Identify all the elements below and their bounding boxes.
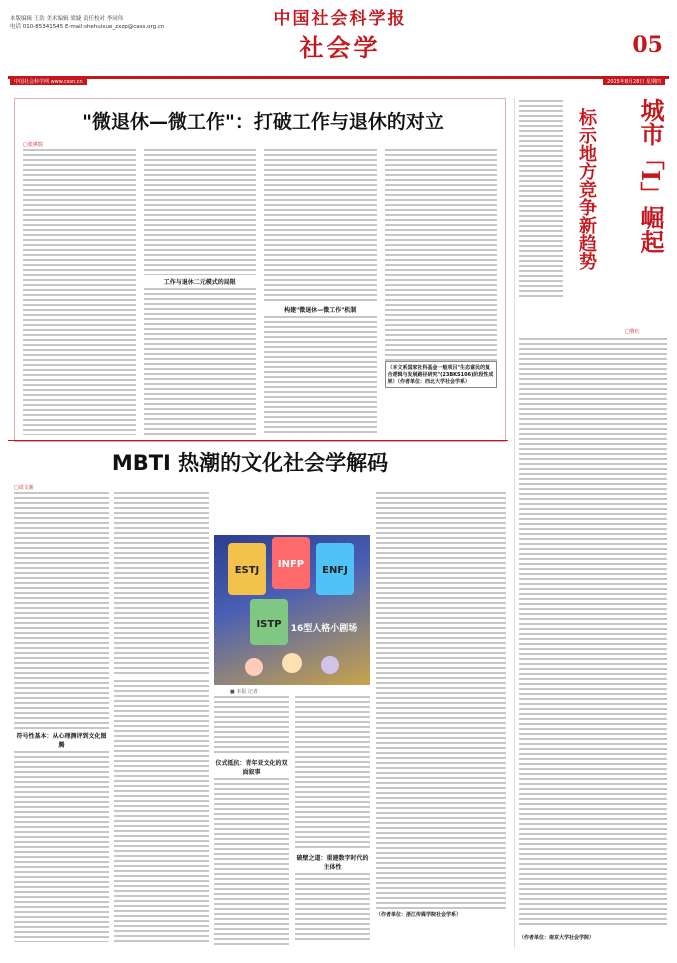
right-intro-text [519,100,563,300]
masthead [0,0,677,88]
article-micro-retirement [14,98,506,442]
section-title: 社会学 [299,33,381,62]
article2-column-4 [295,696,370,946]
article-column [385,149,498,435]
phone-line: 电话 010-85341545 E-mail:shehuixue_zxzp@cass.org.cn [10,24,165,30]
right-source: （作者单位：南京大学社会学院） [519,935,595,941]
article2-column-1 [14,492,109,947]
article-byline: □张祺瑞 [23,142,43,148]
article-columns [23,149,497,435]
article2-byline: □周文新 [14,485,34,491]
right-headline-sub: 标示地方竞争新趋势 [576,108,597,270]
url-line: 中国社会科学网 www.cssn.cn [10,78,87,85]
article-column [144,149,257,435]
article-subhead: 工作与退休二元模式的局限 [144,275,257,288]
header-rule [8,76,669,79]
article2-column-3 [214,696,289,946]
article2-column-2 [114,492,209,947]
page-number: 05 [632,32,663,58]
article2-source: （作者单位：浙江传媒学院社会学系） [376,911,462,918]
editor-line: 本版编辑 王浩 美术编辑 梁婕 责任校对 李同伟 [10,16,124,22]
date-line: 2025年8月28日 星期四 [603,78,665,85]
mbti-cards-graphic [214,535,370,685]
article2-subhead: 符号性基本：从心理测评到文化图腾 [14,729,109,751]
mbti-card-label: ENFJ [322,565,348,576]
article-divider [8,440,508,441]
article-headline: "微退休—微工作"：打破工作与退休的对立 [82,111,444,133]
article2-headline: MBTI 热潮的文化社会学解码 [111,451,389,475]
article2-lower-columns [214,696,370,946]
mbti-illustration [214,535,370,685]
article-subhead: 构建"微退休—微工作"机制 [264,303,377,316]
mbti-card-label: ESTJ [234,565,260,576]
right-body-text [519,338,667,928]
mbti-card-label: ISTP [256,619,282,630]
article-source-note: （本文系国家社科基金一般项目"生态富民的复合逻辑与发展路径研究"(23BKS106)阶段性成果）（作者单位：西北大学社会学系） [385,361,498,388]
article2-subhead: 仪式抵抗：青年亚文化的双面叙事 [214,756,289,778]
right-headline-main: 城市「I」崛起 [636,98,665,254]
article-column [264,149,377,435]
image-title-text: 16型人格小剧场 [290,624,358,634]
mbti-card-label: INFP [277,559,305,570]
article2-subhead: 破壁之道：重建数字时代的主体性 [295,851,370,873]
right-column-article [514,98,671,948]
newspaper-brand: 中国社会科学报 [273,9,407,29]
article2-column-5 [376,492,506,947]
image-caption: ■ 本报 记者 [230,689,258,695]
right-byline: □曹红 [625,329,640,335]
article-column [23,149,136,435]
